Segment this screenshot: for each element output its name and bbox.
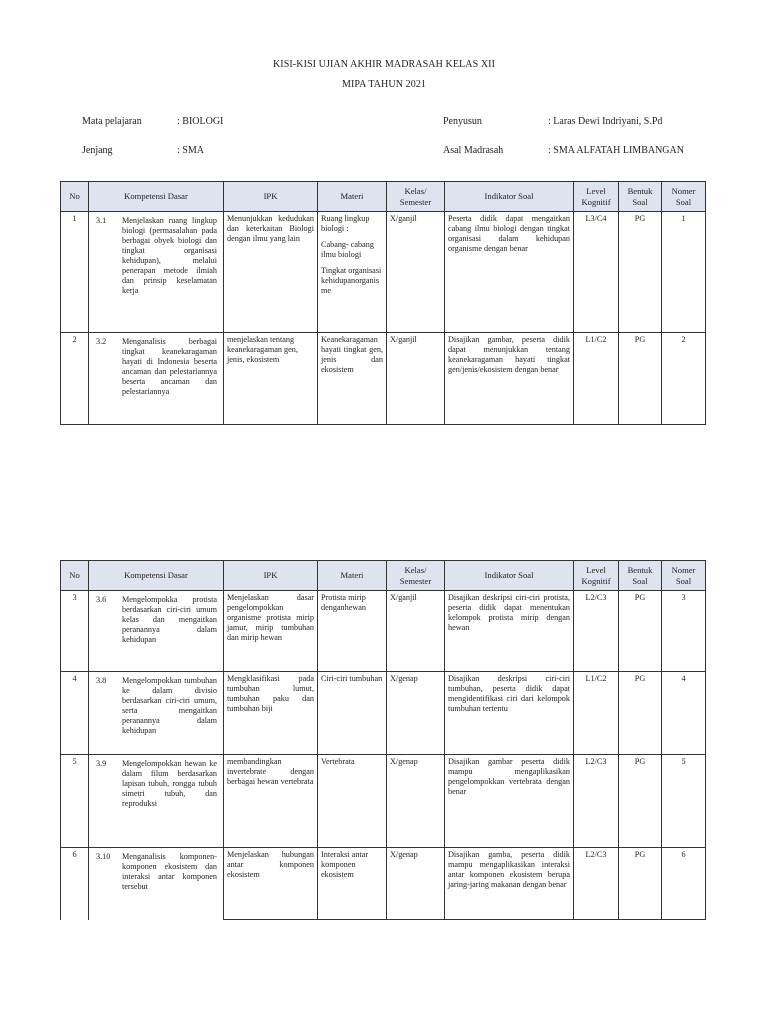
row-bentuk-soal: PG [619, 672, 662, 755]
col-kompetensi-dasar: Kompetensi Dasar [89, 561, 224, 591]
penyusun-value: : Laras Dewi Indriyani, S.Pd [548, 116, 663, 127]
col-no: No [61, 561, 89, 591]
col-indikator-soal: Indikator Soal [445, 561, 574, 591]
col-kompetensi-dasar: Kompetensi Dasar [89, 182, 224, 212]
row-materi: Keanekaragaman hayati tingkat gen, jenis dan ekosistem [318, 333, 387, 425]
col-kelas-semester: Kelas/ Semester [387, 182, 445, 212]
row-kompetensi-dasar: 3.10 Menganalisis komponen-komponen ekosistem dan interaksi antar komponen tersebut [89, 848, 224, 920]
table-row [61, 755, 706, 848]
row-bentuk-soal: PG [619, 212, 662, 333]
row-indikator-soal: Disajikan deskripsi ciri-ciri tumbuhan, peserta didik dapat mengidentifikasi ciri dari kelompok tumbuhan tertentu [445, 672, 574, 755]
row-no: 1 [61, 212, 89, 333]
row-ipk: Mengklasifikasi pada tumbuhan lumut, tumbuhan paku dan tumbuhan biji [224, 672, 318, 755]
row-kompetensi-dasar: 3.1 Menjelaskan ruang lingkup biologi (permasalahan pada berbagai obyek biologi dan tingkat organisasi kehidupan), melalui penerapan metode ilmiah dan prinsip keselamatan kerja [89, 212, 224, 333]
col-level-kognitif: Level Kognitif [574, 561, 619, 591]
col-kelas-semester: Kelas/ Semester [387, 561, 445, 591]
row-no: 4 [61, 672, 89, 755]
row-materi: Ruang lingkup biologi : Cabang- cabang ilmu biologi Tingkat organisasi kehidupanorganisme [318, 212, 387, 333]
mapel-label: Mata pelajaran [82, 116, 142, 127]
asal-madrasah-value: : SMA ALFATAH LIMBANGAN [548, 145, 684, 156]
row-materi: Protista mirip denganhewan [318, 591, 387, 672]
row-nomer-soal: 6 [662, 848, 706, 920]
row-ipk: membandingkan invertebrate dengan berbagai hewan vertebrata [224, 755, 318, 848]
row-indikator-soal: Disajikan gambar peserta didik mampu mengaplikasikan pengelompokkan vertebrata dengan benar [445, 755, 574, 848]
col-bentuk-soal: Bentuk Soal [619, 182, 662, 212]
penyusun-label: Penyusun [443, 116, 482, 127]
row-materi: Interaksi antar komponen ekosistem [318, 848, 387, 920]
row-ipk: Menjelaskan dasar pengelompokkan organisme protista mirip jamur, mirip tumbuhan dan mirip hewan [224, 591, 318, 672]
row-kelas-semester: X/genap [387, 672, 445, 755]
col-bentuk-soal: Bentuk Soal [619, 561, 662, 591]
row-indikator-soal: Disajikan gambar, peserta didik dapat menunjukkan tentang keanekaragaman hayati tingkat gen/jenis/ekosistem dengan benar [445, 333, 574, 425]
kisi-table-1 [60, 181, 706, 425]
row-no: 3 [61, 591, 89, 672]
row-kompetensi-dasar: 3.2 Menganalisis berbagai tingkat keanekaragaman hayati di Indonesia beserta ancaman dan pelestariannya beserta ancaman dan pelestariannya [89, 333, 224, 425]
col-level-kognitif: Level Kognitif [574, 182, 619, 212]
row-kompetensi-dasar: 3.9 Mengelompokkan hewan ke dalam filum berdasarkan lapisan tubuh, rongga tubuh simetri tubuh, dan reproduksi [89, 755, 224, 848]
col-nomer-soal: Nomer Soal [662, 182, 706, 212]
table-row [61, 591, 706, 672]
row-kelas-semester: X/ganjil [387, 212, 445, 333]
row-bentuk-soal: PG [619, 333, 662, 425]
row-level-kognitif: L2/C3 [574, 755, 619, 848]
row-kelas-semester: X/genap [387, 755, 445, 848]
mapel-value: : BIOLOGI [177, 116, 224, 127]
row-ipk: Menjelaskan hubungan antar komponen ekosistem [224, 848, 318, 920]
row-level-kognitif: L1/C2 [574, 333, 619, 425]
row-bentuk-soal: PG [619, 848, 662, 920]
table-row [61, 333, 706, 425]
col-ipk: IPK [224, 561, 318, 591]
table-row [61, 212, 706, 333]
jenjang-label: Jenjang [82, 145, 113, 156]
col-indikator-soal: Indikator Soal [445, 182, 574, 212]
col-ipk: IPK [224, 182, 318, 212]
document-subtitle: MIPA TAHUN 2021 [341, 79, 427, 90]
row-nomer-soal: 5 [662, 755, 706, 848]
col-nomer-soal: Nomer Soal [662, 561, 706, 591]
table-header-row [61, 561, 706, 591]
row-nomer-soal: 4 [662, 672, 706, 755]
row-kelas-semester: X/ganjil [387, 333, 445, 425]
row-kompetensi-dasar: 3.6 Mengelompokka protista berdasarkan ciri-ciri umum kelas dan mengaitkan peranannya dalam kehidupan [89, 591, 224, 672]
document-title: KISI-KISI UJIAN AKHIR MADRASAH KELAS XII [272, 59, 496, 70]
row-bentuk-soal: PG [619, 755, 662, 848]
row-bentuk-soal: PG [619, 591, 662, 672]
row-kelas-semester: X/genap [387, 848, 445, 920]
col-materi: Materi [318, 561, 387, 591]
row-no: 6 [61, 848, 89, 920]
row-indikator-soal: Disajikan gamba, peserta didik mampu mengaplikasikan interaksi antar komponen ekosistem berupa jaring-jaring makanan dengan benar [445, 848, 574, 920]
row-indikator-soal: Peserta didik dapat mengaitkan cabang ilmu biologi dengan tingkat organisasi dalam kehidupan organisme dengan benar [445, 212, 574, 333]
col-no: No [61, 182, 89, 212]
col-materi: Materi [318, 182, 387, 212]
table-row [61, 848, 706, 920]
row-ipk: Menunjukkan kedudukan dan keterkaitan Biologi dengan ilmu yang lain [224, 212, 318, 333]
row-nomer-soal: 3 [662, 591, 706, 672]
row-level-kognitif: L1/C2 [574, 672, 619, 755]
asal-madrasah-label: Asal Madrasah [443, 145, 504, 156]
row-level-kognitif: L2/C3 [574, 591, 619, 672]
jenjang-value: : SMA [177, 145, 204, 156]
kisi-table-2 [60, 560, 706, 920]
row-materi: Vertebrata [318, 755, 387, 848]
row-kelas-semester: X/ganjil [387, 591, 445, 672]
table-header-row [61, 182, 706, 212]
row-indikator-soal: Disajikan deskripsi ciri-ciri protista, peserta didik dapat menentukan kelompok protista mirip dengan hewan [445, 591, 574, 672]
row-materi: Ciri-ciri tumbuhan [318, 672, 387, 755]
row-no: 2 [61, 333, 89, 425]
row-kompetensi-dasar: 3.8 Mengelompokkan tumbuhan ke dalam divisio berdasarkan ciri-ciri umum, serta mengaitkan peranannya dalam kehidupan [89, 672, 224, 755]
row-no: 5 [61, 755, 89, 848]
row-nomer-soal: 2 [662, 333, 706, 425]
row-nomer-soal: 1 [662, 212, 706, 333]
row-ipk: menjelaskan tentang keanekaragaman gen, jenis, ekosistem [224, 333, 318, 425]
row-level-kognitif: L2/C3 [574, 848, 619, 920]
row-level-kognitif: L3/C4 [574, 212, 619, 333]
table-row [61, 672, 706, 755]
